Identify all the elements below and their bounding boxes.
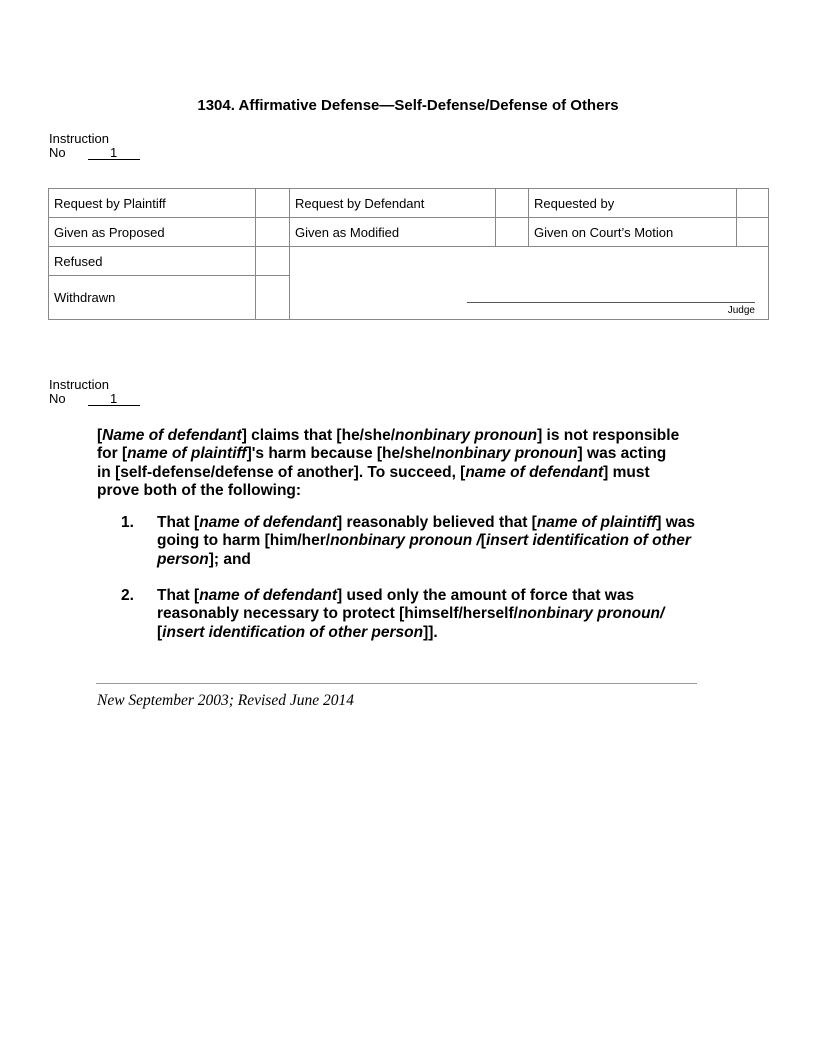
text-segment: ] was — [656, 514, 696, 531]
refused-checkbox[interactable] — [256, 247, 290, 276]
no-label: No — [49, 391, 66, 406]
requested-by-label: Requested by — [529, 189, 737, 218]
placeholder-text: nonbinary pronoun — [435, 445, 578, 463]
placeholder-text: name of defendant — [199, 514, 337, 531]
placeholder-text: insert identification of other person — [162, 623, 424, 641]
instruction-number: 1 — [88, 146, 140, 160]
text-segment: ]'s harm because [he/she/ — [246, 445, 436, 463]
withdrawn-checkbox[interactable] — [256, 276, 290, 320]
text-segment: [ — [97, 427, 103, 444]
placeholder-text: name of defendant — [465, 463, 604, 481]
instruction-number-block — [49, 378, 140, 406]
text-segment: [ — [157, 623, 163, 641]
placeholder-text: person — [157, 550, 209, 568]
body-line — [157, 514, 695, 532]
instruction-label: Instruction — [49, 377, 109, 392]
request-defendant-checkbox[interactable] — [496, 189, 529, 218]
given-proposed-checkbox[interactable] — [256, 218, 290, 247]
text-segment: ] claims that [he/she/ — [241, 427, 396, 444]
list-item-number: 1. — [121, 514, 134, 531]
request-defendant-label: Request by Defendant — [290, 189, 496, 218]
judge-signature-line[interactable] — [467, 302, 755, 303]
text-segment: ] used only the amount of force that was — [336, 587, 635, 604]
body-line — [157, 624, 438, 642]
placeholder-text: Name of defendant — [102, 427, 242, 444]
instruction-label: Instruction — [49, 131, 109, 146]
instruction-number: 1 — [88, 392, 140, 406]
revision-history: New September 2003; Revised June 2014 — [97, 692, 354, 709]
no-label: No — [49, 145, 66, 160]
text-segment: in [self-defense/defense of another]. To succeed, [ — [97, 463, 466, 481]
text-segment: ]]. — [423, 623, 438, 641]
placeholder-text: nonbinary pronoun/ — [517, 605, 665, 623]
refused-label: Refused — [49, 247, 256, 276]
given-modified-label: Given as Modified — [290, 218, 496, 247]
judge-label: Judge — [727, 305, 755, 316]
page-title: 1304. Affirmative Defense—Self-Defense/Defense of Others — [197, 97, 619, 114]
withdrawn-label: Withdrawn — [49, 276, 256, 320]
placeholder-text: nonbinary pronoun / — [330, 532, 481, 550]
text-segment: ] was acting — [577, 445, 667, 463]
given-modified-checkbox[interactable] — [496, 218, 529, 247]
list-item-number: 2. — [121, 587, 134, 604]
given-court-motion-label: Given on Court’s Motion — [529, 218, 737, 247]
body-line — [157, 587, 634, 605]
instruction-form-table — [48, 188, 769, 320]
placeholder-text: name of defendant — [199, 587, 337, 604]
given-court-motion-checkbox[interactable] — [737, 218, 769, 247]
text-segment: [ — [480, 532, 486, 550]
instruction-number-block — [49, 132, 140, 160]
text-segment: reasonably necessary to protect [himself/herself/ — [157, 605, 518, 623]
text-segment: going to harm [him/her/ — [157, 532, 331, 550]
text-segment: That [ — [157, 514, 200, 531]
text-segment: for [ — [97, 445, 128, 463]
requested-by-checkbox[interactable] — [737, 189, 769, 218]
body-line — [157, 605, 664, 623]
footer-divider — [96, 683, 697, 684]
text-segment: That [ — [157, 587, 200, 604]
given-proposed-label: Given as Proposed — [49, 218, 256, 247]
text-segment: ] is not responsible — [537, 427, 680, 444]
body-line — [97, 445, 666, 463]
text-segment: ] reasonably believed that [ — [336, 514, 537, 531]
body-line — [157, 532, 691, 550]
text-segment: ]; and — [208, 550, 251, 568]
body-line — [157, 551, 251, 569]
placeholder-text: name of plaintiff — [536, 514, 657, 531]
body-line — [97, 427, 679, 445]
placeholder-text: name of plaintiff — [127, 445, 247, 463]
request-plaintiff-label: Request by Plaintiff — [49, 189, 256, 218]
judge-signature-cell — [290, 247, 769, 320]
text-segment: prove both of the following: — [97, 481, 302, 499]
placeholder-text: nonbinary pronoun — [395, 427, 538, 444]
text-segment: ] must — [603, 463, 650, 481]
placeholder-text: insert identification of other — [485, 532, 691, 550]
body-line — [97, 482, 301, 500]
request-plaintiff-checkbox[interactable] — [256, 189, 290, 218]
body-line — [97, 464, 650, 482]
